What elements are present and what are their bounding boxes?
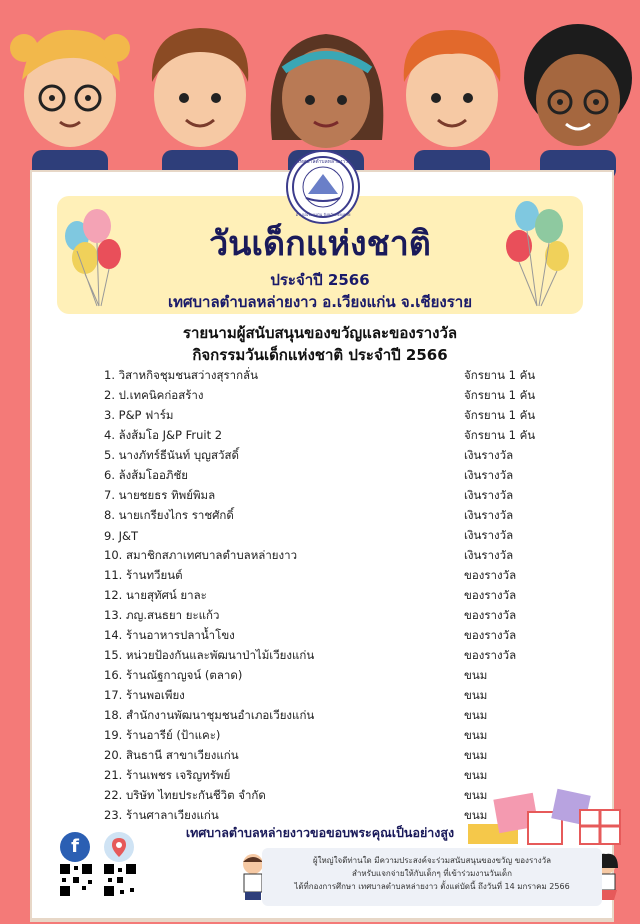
- list-item: [104, 506, 564, 526]
- donor-name: 2. ป.เทคนิคก่อสร้าง: [104, 388, 204, 402]
- donation-note: [262, 848, 602, 906]
- donor-prize: จักรยาน 1 คัน: [464, 368, 536, 382]
- kid-blonde: [10, 30, 130, 180]
- section-heading: รายนามผู้สนับสนุนของขวัญและของรางวัล: [182, 324, 458, 342]
- donor-prize: ขนม: [464, 748, 488, 762]
- seal-top-text: เทศบาลตำบลหล่ายงาว: [298, 159, 348, 165]
- donor-name: 10. สมาชิกสภาเทศบาลตำบลหล่ายงาว: [104, 548, 298, 562]
- donor-prize: ขนม: [464, 768, 488, 782]
- facebook-qr-code: [58, 862, 94, 898]
- note-line-1: ผู้ใหญ่ใจดีท่านใด มีความประสงค์จะร่วมสนับสนุนของขวัญ ของรางวัล: [312, 856, 552, 865]
- donor-name: 20. สินธานี สาขาเวียงแก่น: [104, 748, 239, 762]
- thanks-message: เทศบาลตำบลหล่ายงาวขอขอบพระคุณเป็นอย่างสูง: [185, 825, 455, 840]
- facebook-icon[interactable]: f: [60, 832, 90, 862]
- donor-name: 22. บริษัท ไทยประกันชีวิต จำกัด: [104, 788, 266, 802]
- donor-prize: เงินรางวัล: [464, 548, 514, 562]
- donor-prize: เงินรางวัล: [464, 468, 514, 482]
- list-item: [104, 566, 564, 586]
- list-item: [104, 726, 564, 746]
- list-item: [104, 526, 564, 546]
- donor-prize: ของรางวัล: [464, 628, 517, 642]
- donor-name: 9. J&T: [104, 529, 139, 543]
- list-item: [104, 606, 564, 626]
- municipality-seal: [286, 150, 360, 224]
- year-line: ประจำปี 2566: [270, 271, 370, 289]
- donor-prize: ขนม: [464, 708, 488, 722]
- location-pin-icon[interactable]: [104, 832, 134, 862]
- donor-prize: ของรางวัล: [464, 568, 517, 582]
- list-item: [104, 626, 564, 646]
- seal-bottom-text: อำเภอเวียงแก่น จังหวัดเชียงราย: [295, 212, 351, 217]
- list-item: [104, 666, 564, 686]
- location-qr-code: [102, 862, 138, 898]
- donor-name: 11. ร้านทวียนต์: [104, 568, 183, 582]
- list-item: [104, 426, 564, 446]
- list-item: [104, 746, 564, 766]
- donor-name: 8. นายเกรียงไกร ราชศักดิ์: [104, 508, 234, 522]
- note-line-3: ได้ที่กองการศึกษา เทศบาลตำบลหล่ายงาว ตั้งแต่บัดนี้ ถึงวันที่ 14 มกราคม 2566: [294, 882, 570, 891]
- donor-prize: เงินรางวัล: [464, 488, 514, 502]
- list-item: [104, 586, 564, 606]
- list-item: [104, 446, 564, 466]
- donor-name: 6. ล้งส้มโออภิชัย: [104, 468, 189, 482]
- donor-prize: เงินรางวัล: [464, 528, 514, 542]
- note-line-2: สำหรับแจกจ่ายให้กับเด็กๆ ที่เข้าร่วมงานวันเด็ก: [352, 869, 512, 878]
- list-item: [104, 486, 564, 506]
- donor-name: 16. ร้านณัฐกาญจน์ (ตลาด): [104, 668, 243, 682]
- donor-prize: ของรางวัล: [464, 648, 517, 662]
- list-item: [104, 646, 564, 666]
- list-item: [104, 406, 564, 426]
- donor-list: [104, 366, 564, 826]
- section-subheading: กิจกรรมวันเด็กแห่งชาติ ประจำปี 2566: [192, 346, 448, 364]
- donor-name: 7. นายชยธร ทิพย์พิมล: [104, 488, 216, 502]
- donor-prize: ของรางวัล: [464, 608, 517, 622]
- donor-prize: จักรยาน 1 คัน: [464, 408, 536, 422]
- list-item: [104, 686, 564, 706]
- donor-prize: ขนม: [464, 688, 488, 702]
- donor-name: 12. นายสุทัศน์ ยาละ: [104, 588, 207, 602]
- kid-curly: [524, 24, 632, 180]
- kid-ginger: [404, 30, 501, 180]
- list-item: [104, 546, 564, 566]
- donor-prize: ขนม: [464, 668, 488, 682]
- list-item: [104, 386, 564, 406]
- donor-prize: ขนม: [464, 788, 488, 802]
- org-line: เทศบาลตำบลหล่ายงาว อ.เวียงแก่น จ.เชียงราย: [167, 293, 472, 311]
- donor-name: 17. ร้านพอเพียง: [104, 688, 185, 702]
- list-item: [104, 706, 564, 726]
- donor-name: 15. หน่วยป้องกันและพัฒนาป่าไม้เวียงแก่น: [104, 648, 315, 662]
- donor-name: 3. P&P ฟาร์ม: [104, 408, 174, 422]
- donor-name: 13. ภญ.สนธยา ยะแก้ว: [104, 608, 220, 622]
- page-title: วันเด็กแห่งชาติ: [209, 224, 431, 264]
- list-item: [104, 366, 564, 386]
- kid-brown-hair: [152, 28, 248, 180]
- seal-emblem: [290, 154, 356, 220]
- donor-prize: เงินรางวัล: [464, 448, 514, 462]
- donor-name: 5. นางภัทร์ธีนันท์ บุญสวัสดิ์: [104, 448, 239, 462]
- donor-prize: ขนม: [464, 808, 488, 822]
- list-item: [104, 466, 564, 486]
- donor-prize: เงินรางวัล: [464, 508, 514, 522]
- donor-name: 4. ล้งส้มโอ J&P Fruit 2: [104, 428, 223, 442]
- donor-name: 19. ร้านอารีย์ (ป้าแคะ): [104, 728, 221, 742]
- donor-prize: จักรยาน 1 คัน: [464, 388, 536, 402]
- donor-name: 18. สำนักงานพัฒนาชุมชนอำเภอเวียงแก่น: [104, 708, 315, 722]
- donor-name: 14. ร้านอาหารปลาน้ำโขง: [104, 628, 235, 642]
- donor-prize: ของรางวัล: [464, 588, 517, 602]
- donor-prize: จักรยาน 1 คัน: [464, 428, 536, 442]
- donor-name: 1. วิสาหกิจชุมชนสว่างสุรากลั่น: [104, 368, 258, 382]
- donor-name: 23. ร้านศาลาเวียงแก่น: [104, 808, 219, 822]
- donor-name: 21. ร้านเพชร เจริญทรัพย์: [104, 768, 231, 782]
- donor-prize: ขนม: [464, 728, 488, 742]
